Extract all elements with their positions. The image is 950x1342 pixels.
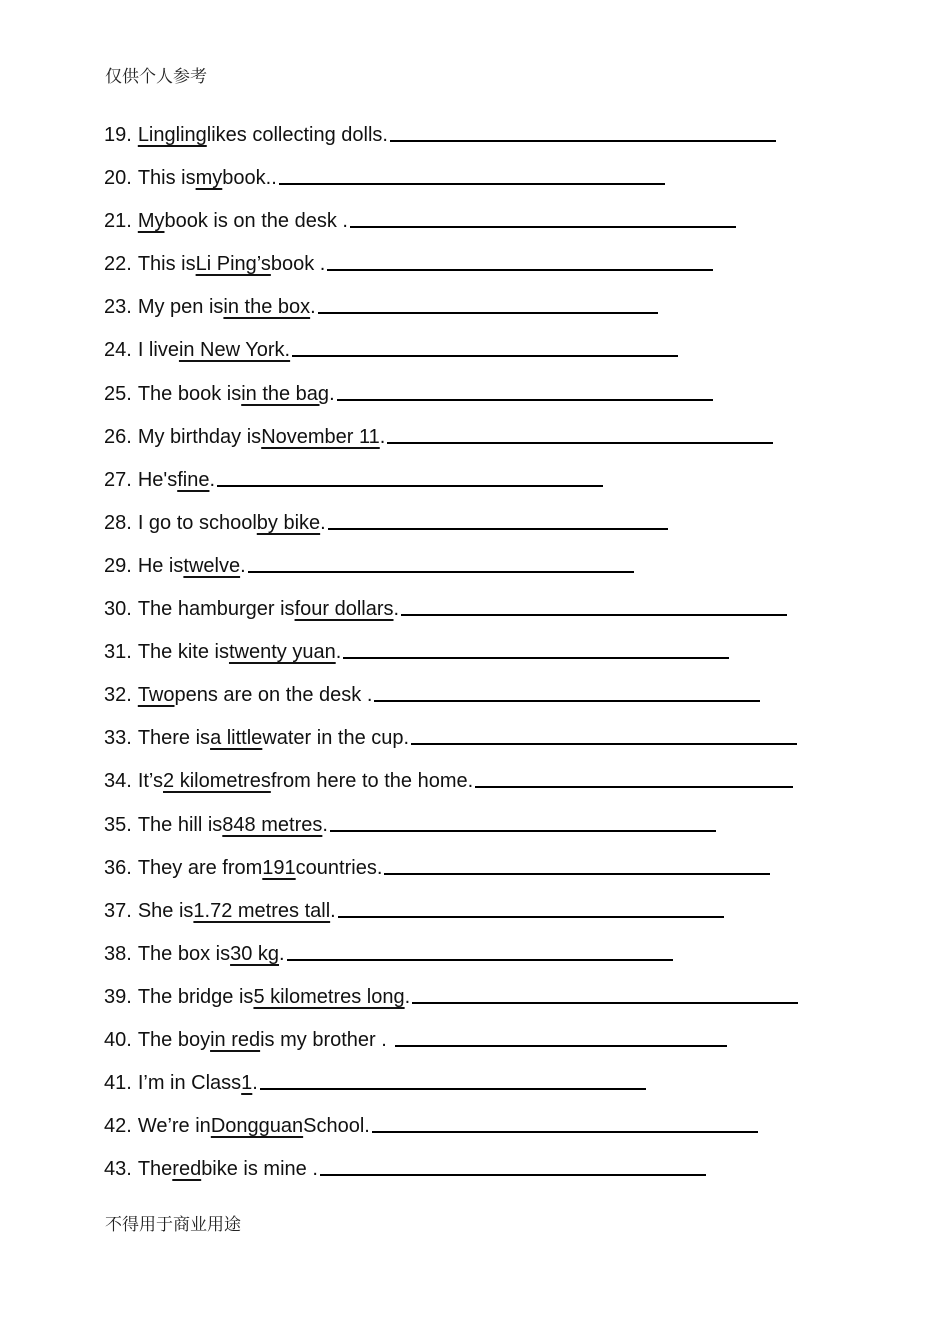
question-underlined-part: Lingling bbox=[137, 124, 207, 146]
question-number: 34. bbox=[104, 770, 132, 793]
exercise-row bbox=[104, 1154, 864, 1197]
question-text: The hamburger is bbox=[137, 598, 295, 621]
answer-blank[interactable] bbox=[279, 163, 665, 185]
question-underlined-part: in the bag bbox=[241, 382, 330, 405]
question-text: My birthday is bbox=[137, 425, 262, 448]
question-text: The box is bbox=[137, 942, 231, 965]
question-text: The boy bbox=[137, 1028, 211, 1051]
question-underlined-part: My bbox=[137, 210, 165, 233]
question-number: 43. bbox=[104, 1158, 132, 1181]
question-underlined-part: twenty yuan bbox=[228, 641, 336, 664]
exercise-row bbox=[104, 335, 864, 378]
exercise-row bbox=[104, 379, 864, 422]
exercise-row bbox=[104, 1068, 864, 1111]
question-text: The kite is bbox=[137, 641, 229, 664]
answer-blank[interactable] bbox=[475, 766, 793, 788]
question-underlined-part: four dollars bbox=[294, 598, 394, 621]
question-underlined-part: Li Ping’s bbox=[195, 253, 271, 276]
exercise-row bbox=[104, 680, 864, 723]
answer-blank[interactable] bbox=[327, 249, 713, 271]
exercise-row bbox=[104, 249, 864, 292]
question-text: is my brother . bbox=[260, 1028, 387, 1051]
question-number: 41. bbox=[104, 1072, 132, 1095]
question-text: book is on the desk . bbox=[164, 210, 348, 233]
exercise-row bbox=[104, 896, 864, 939]
answer-blank[interactable] bbox=[372, 1111, 758, 1133]
question-number: 39. bbox=[104, 985, 132, 1008]
question-text: There is bbox=[137, 727, 211, 750]
question-number: 31. bbox=[104, 641, 132, 664]
exercise-row bbox=[104, 853, 864, 896]
question-underlined-part: 30 kg bbox=[230, 942, 280, 965]
question-text: My pen is bbox=[137, 296, 224, 319]
answer-blank[interactable] bbox=[384, 853, 770, 875]
exercise-row bbox=[104, 637, 864, 680]
question-text: The bbox=[137, 1158, 173, 1181]
question-text: . bbox=[209, 468, 216, 491]
question-number: 35. bbox=[104, 813, 132, 836]
answer-blank[interactable] bbox=[217, 465, 603, 487]
question-underlined-part: by bike bbox=[256, 511, 321, 534]
question-text: . bbox=[393, 598, 400, 621]
question-text: likes collecting dolls. bbox=[206, 124, 388, 146]
answer-blank[interactable] bbox=[343, 637, 729, 659]
question-text: book.. bbox=[222, 167, 277, 190]
question-text: . bbox=[335, 641, 342, 664]
exercise-row bbox=[104, 766, 864, 809]
exercise-row bbox=[104, 723, 864, 766]
answer-blank[interactable] bbox=[387, 422, 773, 444]
exercise-row bbox=[104, 810, 864, 853]
answer-blank[interactable] bbox=[401, 594, 787, 616]
question-text: . bbox=[404, 985, 411, 1008]
question-underlined-part: red bbox=[172, 1158, 202, 1181]
question-text: They are from bbox=[137, 856, 263, 879]
question-underlined-part: 5 kilometres long bbox=[253, 985, 405, 1008]
question-text: from here to the home. bbox=[270, 770, 474, 793]
answer-blank[interactable] bbox=[318, 292, 658, 314]
question-number: 25. bbox=[104, 382, 132, 405]
exercise-list bbox=[104, 120, 864, 1197]
exercise-row bbox=[104, 508, 864, 551]
question-underlined-part: in the box bbox=[223, 296, 311, 319]
question-number: 21. bbox=[104, 210, 132, 233]
question-text: . bbox=[310, 296, 316, 319]
question-text: It’s bbox=[137, 770, 164, 793]
exercise-row bbox=[104, 292, 864, 335]
exercise-row bbox=[104, 465, 864, 508]
question-underlined-part: 1 bbox=[241, 1072, 253, 1095]
question-text: I go to school bbox=[137, 511, 257, 534]
question-underlined-part: 848 metres bbox=[222, 813, 323, 836]
question-number: 37. bbox=[104, 899, 132, 922]
answer-blank[interactable] bbox=[337, 379, 713, 401]
question-number: 22. bbox=[104, 253, 132, 276]
question-underlined-part: November 11 bbox=[261, 425, 380, 448]
question-number: 29. bbox=[104, 554, 132, 577]
exercise-row bbox=[104, 120, 864, 163]
exercise-row bbox=[104, 551, 864, 594]
question-number: 28. bbox=[104, 511, 132, 534]
question-text: . bbox=[329, 382, 335, 405]
question-text: . bbox=[252, 1072, 258, 1095]
question-text: . bbox=[379, 425, 386, 448]
answer-blank[interactable] bbox=[292, 335, 678, 357]
exercise-row bbox=[104, 206, 864, 249]
question-text: I’m in Class bbox=[137, 1072, 242, 1095]
question-text: He's bbox=[137, 468, 178, 491]
question-text: This is bbox=[137, 167, 196, 190]
question-number: 19. bbox=[104, 124, 132, 146]
question-underlined-part: twelve bbox=[183, 554, 241, 577]
question-text: We’re in bbox=[137, 1115, 211, 1138]
question-text: I live bbox=[137, 339, 179, 362]
question-text: . bbox=[322, 813, 328, 836]
question-text: The bridge is bbox=[137, 985, 254, 1008]
question-number: 26. bbox=[104, 425, 132, 448]
question-number: 32. bbox=[104, 684, 132, 707]
question-underlined-part: my bbox=[195, 167, 223, 190]
question-number: 24. bbox=[104, 339, 132, 362]
question-text: countries. bbox=[295, 856, 383, 879]
question-text: The book is bbox=[137, 382, 242, 405]
exercise-row bbox=[104, 982, 864, 1025]
answer-blank[interactable] bbox=[248, 551, 634, 573]
footer-note: 不得用于商业用途 bbox=[105, 1215, 241, 1235]
question-text: . bbox=[279, 942, 285, 965]
exercise-row bbox=[104, 594, 864, 637]
answer-blank[interactable] bbox=[330, 810, 716, 832]
answer-blank[interactable] bbox=[260, 1068, 646, 1090]
question-text: . bbox=[330, 899, 336, 922]
answer-blank[interactable] bbox=[390, 120, 776, 142]
question-underlined-part: 2 kilometres bbox=[163, 770, 271, 793]
question-number: 40. bbox=[104, 1028, 132, 1051]
exercise-row bbox=[104, 1111, 864, 1154]
question-underlined-part: fine bbox=[177, 468, 210, 491]
question-number: 30. bbox=[104, 598, 132, 621]
question-number: 36. bbox=[104, 856, 132, 879]
question-text: water in the cup. bbox=[262, 727, 410, 750]
question-number: 20. bbox=[104, 167, 132, 190]
question-text: bike is mine . bbox=[201, 1158, 318, 1181]
question-underlined-part: in New York. bbox=[178, 339, 291, 362]
question-text: . bbox=[320, 511, 326, 534]
question-underlined-part: 1.72 metres tall bbox=[193, 899, 331, 922]
question-underlined-part: 191 bbox=[262, 856, 296, 879]
question-underlined-part: Two bbox=[137, 684, 175, 707]
header-note: 仅供个人参考 bbox=[105, 67, 207, 87]
answer-blank[interactable] bbox=[412, 982, 798, 1004]
question-number: 27. bbox=[104, 468, 132, 491]
question-number: 33. bbox=[104, 727, 132, 750]
question-text: This is bbox=[137, 253, 196, 276]
question-text: He is bbox=[137, 554, 184, 577]
answer-blank[interactable] bbox=[328, 508, 668, 530]
answer-blank[interactable] bbox=[395, 1025, 727, 1047]
question-underlined-part: Dongguan bbox=[210, 1115, 304, 1138]
question-text: pens are on the desk . bbox=[174, 684, 373, 707]
exercise-row bbox=[104, 163, 864, 206]
question-text: School. bbox=[303, 1115, 370, 1138]
answer-blank[interactable] bbox=[350, 206, 736, 228]
answer-blank[interactable] bbox=[411, 723, 797, 745]
exercise-row bbox=[104, 939, 864, 982]
question-text: The hill is bbox=[137, 813, 223, 836]
question-text: She is bbox=[137, 899, 194, 922]
question-text: . bbox=[240, 554, 246, 577]
answer-blank[interactable] bbox=[338, 896, 724, 918]
question-number: 38. bbox=[104, 942, 132, 965]
exercise-row bbox=[104, 1025, 864, 1068]
exercise-row bbox=[104, 422, 864, 465]
answer-blank[interactable] bbox=[374, 680, 760, 702]
question-number: 23. bbox=[104, 296, 132, 319]
answer-blank[interactable] bbox=[320, 1154, 706, 1176]
question-text: book . bbox=[270, 253, 326, 276]
answer-blank[interactable] bbox=[287, 939, 673, 961]
question-underlined-part: a little bbox=[210, 727, 263, 750]
question-underlined-part: in red bbox=[210, 1028, 261, 1051]
question-number: 42. bbox=[104, 1115, 132, 1138]
